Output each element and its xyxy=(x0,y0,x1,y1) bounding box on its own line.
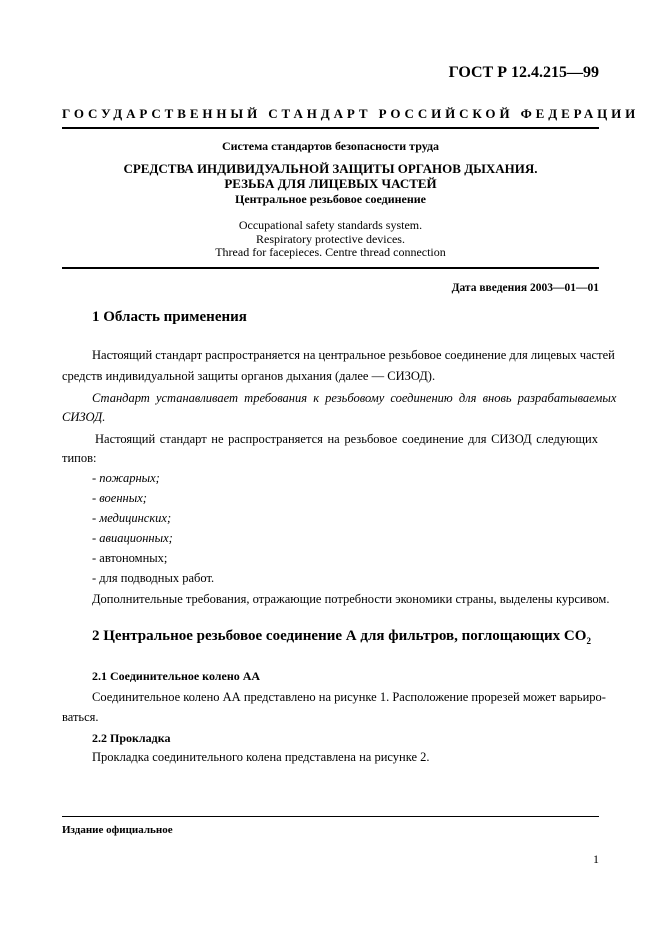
state-standard-title: ГОСУДАРСТВЕННЫЙ СТАНДАРТ РОССИЙСКОЙ ФЕДЕРАЦИИ xyxy=(62,106,640,121)
page-number: 1 xyxy=(593,852,599,866)
list-item: - автономных; xyxy=(92,551,168,565)
section1-para1-line1: Настоящий стандарт распространяется на центральное резьбовое соединение для лицевых частей xyxy=(92,348,615,362)
list-item: - авиационных; xyxy=(92,531,173,545)
list-item: - пожарных; xyxy=(92,471,160,485)
section1-para2-line2: СИЗОД. xyxy=(62,410,106,424)
section1-para3-line2: типов: xyxy=(62,451,97,465)
main-title-line1: СРЕДСТВА ИНДИВИДУАЛЬНОЙ ЗАЩИТЫ ОРГАНОВ ДЫХАНИЯ. xyxy=(123,161,538,176)
top-rule xyxy=(62,127,599,129)
section1-para3-line1: Настоящий стандарт не распространяется на резьбовое соединение для СИЗОД следующих xyxy=(95,432,598,446)
footer-rule xyxy=(62,816,599,817)
section2-1-line1: Соединительное колено АА представлено на рисунке 1. Расположение прорезей может варьиро- xyxy=(92,690,606,704)
section2-heading xyxy=(92,628,591,646)
english-title-line3: Thread for facepieces. Centre thread connection xyxy=(215,245,446,259)
section1-para2-line1: Стандарт устанавливает требования к резьбовому соединению для вновь разрабатываемых xyxy=(92,391,617,405)
intro-date: Дата введения 2003—01—01 xyxy=(451,282,599,294)
english-title-line2: Respiratory protective devices. xyxy=(256,232,405,246)
system-title: Система стандартов безопасности труда xyxy=(221,139,440,153)
section2-heading-subscript: 2 xyxy=(586,636,591,646)
doc-number: ГОСТ Р 12.4.215—99 xyxy=(448,64,599,81)
section2-2-heading: 2.2 Прокладка xyxy=(92,731,171,745)
list-item: - для подводных работ. xyxy=(92,571,215,585)
section1-heading: 1 Область применения xyxy=(92,309,247,325)
section1-para1-line2: средств индивидуальной защиты органов дыхания (далее — СИЗОД). xyxy=(62,369,436,383)
list-item: - военных; xyxy=(92,491,147,505)
title-rule xyxy=(62,267,599,269)
section2-1-line2: ваться. xyxy=(62,710,99,724)
subtitle: Центральное резьбовое соединение xyxy=(234,192,427,206)
section2-2-line1: Прокладка соединительного колена представлена на рисунке 2. xyxy=(92,750,430,764)
english-title-line1: Occupational safety standards system. xyxy=(238,218,423,232)
section2-1-heading: 2.1 Соединительное колено АА xyxy=(92,669,261,683)
main-title-line2: РЕЗЬБА ДЛЯ ЛИЦЕВЫХ ЧАСТЕЙ xyxy=(224,176,437,191)
section2-heading-text: 2 Центральное резьбовое соединение А для фильтров, поглощающих CO xyxy=(92,628,587,644)
edition-label: Издание официальное xyxy=(62,824,173,836)
list-item: - медицинских; xyxy=(92,511,172,525)
section1-para4: Дополнительные требования, отражающие потребности экономики страны, выделены курсивом. xyxy=(92,592,610,606)
